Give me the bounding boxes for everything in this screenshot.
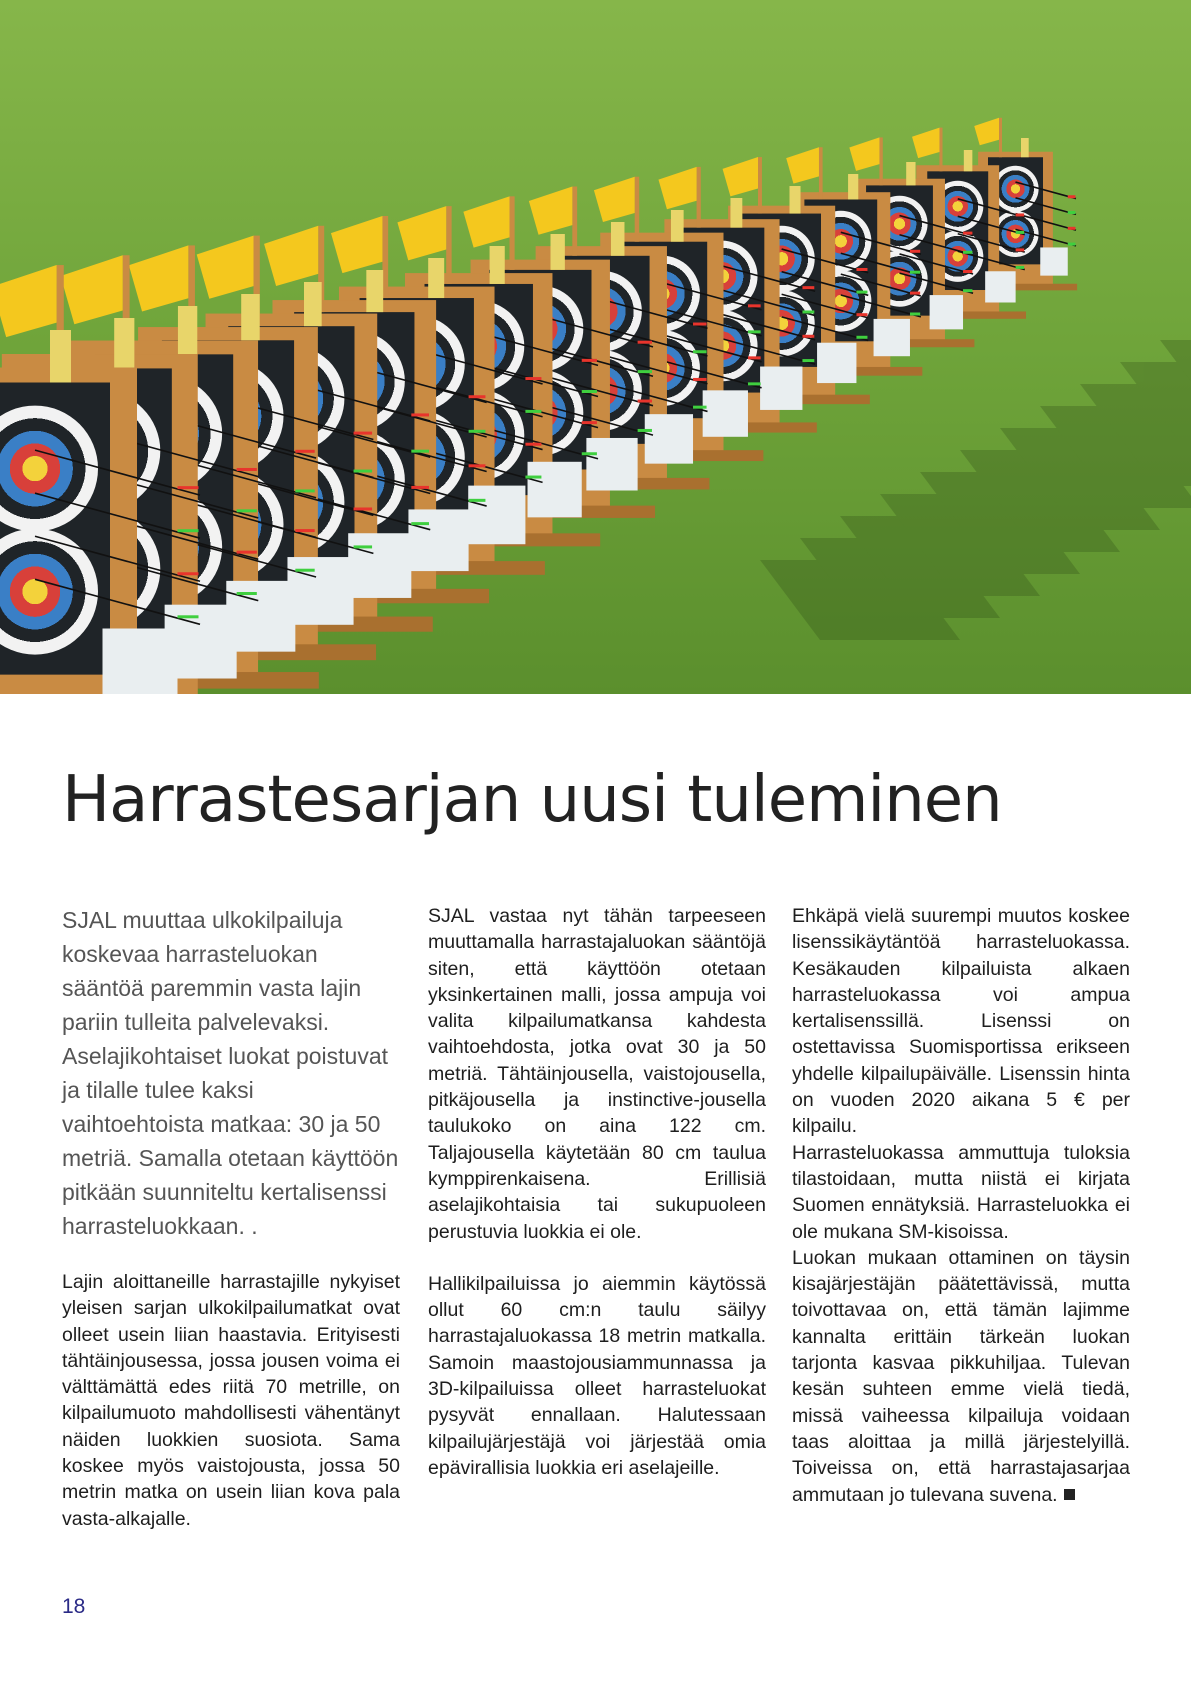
sponsor-banner (703, 390, 748, 436)
sponsor-banner (528, 462, 582, 518)
sponsor-banner (103, 629, 178, 695)
arrow-fletching (354, 507, 373, 510)
arrow-fletching (963, 270, 972, 273)
arrow-fletching (1016, 213, 1025, 216)
arrow-fletching (178, 572, 199, 575)
arrow-fletching (178, 529, 199, 532)
arrow-fletching (802, 286, 814, 289)
arrow-fletching (910, 250, 920, 253)
arrow-fletching (525, 377, 541, 380)
arrow-fletching (411, 522, 429, 525)
number-plate (490, 246, 505, 284)
arrow-fletching (237, 551, 257, 554)
final-text: Luokan mukaan ottaminen on täysin kisajärjestäjän päätettävissä, mutta toivottavaa on, että tämän lajimme kannalta erittäin tärkeän luokan tarjonta kasvaa pikkuhiljaa. Tulevan kesän suhteen emme vielä tiedä, missä vaiheessa kilpailuja voidaan taas aloittaa ja millä järjestelyillä. Toiveissa on, että harrastajasarjaa ammutaan jo tulevana suvena. (792, 1246, 1130, 1506)
body-paragraph: Ehkäpä vielä suurempi muutos koskee lisenssikäytäntöä harrasteluokassa. Kesäkauden kilpailuista alkaen harrasteluokassa voi ampua kertalisenssillä. Lisenssi on ostettavissa Suomisportissa erikseen yhdelle kilpailupäivälle. Lisenssin hinta on vuoden 2020 aikana 5 € per kilpailu. (792, 905, 1130, 1138)
arrow-fletching (1068, 211, 1076, 214)
body-paragraph: Lajin aloittaneille harrastajille nykyiset yleisen sarjan ulkokilpailumatkat ovat olleet usein liian haastavia. Erityisesti tähtäinjousessa, jossa jousen voima ei välttämättä edes riitä 70 metrille, on kilpailumuoto mahdollisesti vähentänyt näiden luokkien suosiota. Sama koskee myös vaistojousta, jossa 50 metrin matka on usein liian kova pala vasta-alkajalle. (62, 1271, 400, 1530)
arrow-fletching (1016, 266, 1025, 269)
number-plate (114, 318, 134, 368)
sponsor-banner (586, 438, 637, 491)
arrow-fletching (411, 450, 429, 453)
arrow-fletching (295, 489, 314, 492)
arrow-fletching (1068, 195, 1076, 198)
number-plate (241, 294, 260, 340)
number-plate (366, 270, 383, 312)
number-plate (906, 162, 915, 185)
arrow-fletching (638, 341, 652, 344)
arrow-fletching (802, 310, 814, 313)
top-edge (0, 0, 1191, 4)
arrow-fletching (295, 569, 314, 572)
arrow-fletching (354, 432, 373, 435)
arrow-fletching (525, 476, 541, 479)
flag-pole (999, 118, 1002, 157)
arrow-fletching (582, 359, 597, 362)
column-2 (428, 903, 766, 1481)
arrow-fletching (354, 545, 373, 548)
sponsor-banner (1040, 247, 1068, 275)
arrow-fletching (469, 430, 486, 433)
number-plate (848, 174, 858, 199)
column-1 (62, 903, 400, 1532)
flag-pole (819, 147, 823, 199)
arrow-fletching (178, 486, 199, 489)
arrow-fletching (748, 382, 761, 385)
number-plate (304, 282, 322, 326)
arrow-fletching (1016, 231, 1025, 234)
arrow-fletching (856, 268, 867, 271)
arrow-fletching (910, 312, 920, 315)
sponsor-banner (645, 414, 693, 463)
arrow-fletching (411, 486, 429, 489)
arrow-fletching (295, 529, 314, 532)
arrow-fletching (354, 470, 373, 473)
sponsor-banner (930, 295, 963, 329)
arrow-fletching (525, 410, 541, 413)
arrow-fletching (237, 592, 257, 595)
arrow-fletching (963, 289, 972, 292)
sponsor-banner (408, 509, 468, 571)
flag-pole (572, 187, 577, 256)
arrow-fletching (802, 335, 814, 338)
article-title: Harrastesarjan uusi tuleminen (62, 763, 1002, 837)
arrow-fletching (1068, 243, 1076, 246)
arrow-fletching (178, 615, 199, 618)
body-paragraph-final (792, 1245, 1130, 1508)
number-plate (428, 258, 444, 298)
number-plate (671, 210, 684, 242)
arrow-fletching (748, 304, 761, 307)
arrow-fletching (856, 291, 867, 294)
page-number: 18 (62, 1595, 86, 1618)
arrow-fletching (910, 271, 920, 274)
sponsor-banner (760, 367, 802, 410)
arrow-fletching (638, 400, 652, 403)
body-paragraph: Harrasteluokassa ammuttuja tuloksia tilastoidaan, mutta niistä ei kirjata Suomen ennätyksiä. Harrasteluokka ei ole mukana SM-kisoissa. (792, 1141, 1130, 1243)
arrow-fletching (802, 359, 814, 362)
arrow-fletching (693, 378, 707, 381)
arrow-fletching (748, 356, 761, 359)
arrow-fletching (963, 251, 972, 254)
flag-pole (879, 137, 882, 185)
lead-paragraph: SJAL muuttaa ulkokilpailuja koskevaa harrasteluokan sääntöä paremmin vasta lajin pariin tulleita palvelevaksi. Aselajikohtaiset luokat poistuvat ja tilalle tulee kaksi vaihtoehtoista matkaa: 30 ja 50 metriä. Samalla otetaan käyttöön pitkään suunniteltu kertalisenssi harrasteluokkaan. . (62, 907, 399, 1239)
hero-photo (0, 0, 1191, 694)
flag-pole (758, 157, 762, 214)
sponsor-banner (348, 533, 411, 598)
flag-pole (635, 177, 640, 242)
arrow-fletching (910, 292, 920, 295)
number-plate (730, 198, 742, 228)
arrow-fletching (237, 509, 257, 512)
arrow-fletching (469, 499, 486, 502)
flag-pole (697, 167, 701, 228)
arrow-fletching (411, 413, 429, 416)
flag-pole (446, 206, 451, 284)
number-plate (178, 306, 197, 354)
number-plate (964, 150, 973, 171)
arrow-fletching (638, 429, 652, 432)
sponsor-banner (287, 557, 353, 625)
body-paragraph: Hallikilpailuissa jo aiemmin käytössä ollut 60 cm:n taulu säilyy harrastajaluokassa 18 metrin matkalla. Samoin maastojousiammunnassa ja 3D-kilpailuissa olleet harrasteluokat pysyvät ennallaan. Halutessaan kilpailujärjestäjä voi järjestää omia epävirallisia luokkia eri aselajeille. (428, 1272, 766, 1479)
body-paragraph: SJAL vastaa nyt tähän tarpeeseen muuttamalla harrastajaluokan sääntöjä siten, että käyttöön otetaan yksinkertainen malli, jossa ampuja voi valita kilpailumatkansa kahdesta vaihtoehdosta, jotka ovat 30 ja 50 metriä. Tähtäinjousella, vaistojousella, pitkäjousella ja instinctive-jousella taulukoko on aina 122 cm. Taljajousella käytetään 80 cm taulua kymppirenkaisena. Erillisiä aselajikohtaisia tai sukupuoleen perustuvia luokkia ei ole. (428, 905, 766, 1243)
arrow-fletching (295, 450, 314, 453)
flag-pole (939, 128, 942, 172)
number-plate (551, 234, 565, 270)
sponsor-banner (817, 343, 856, 383)
arrow-fletching (469, 464, 486, 467)
target-face (992, 166, 1038, 212)
arrow-fletching (638, 370, 652, 373)
number-plate (50, 330, 71, 383)
number-plate (1021, 138, 1029, 157)
arrow-fletching (1068, 227, 1076, 230)
arrow-fletching (856, 336, 867, 339)
flag-pole (510, 196, 515, 270)
arrow-fletching (582, 452, 597, 455)
sponsor-banner (874, 319, 910, 356)
end-of-article-mark (1064, 1489, 1075, 1500)
sponsor-banner (985, 271, 1015, 302)
arrow-fletching (1016, 248, 1025, 251)
arrow-fletching (748, 330, 761, 333)
column-3 (792, 903, 1130, 1508)
flag-pole (382, 216, 388, 298)
arrow-fletching (693, 350, 707, 353)
arrow-fletching (469, 395, 486, 398)
number-plate (790, 186, 801, 214)
arrow-fletching (582, 390, 597, 393)
arrow-fletching (525, 443, 541, 446)
number-plate (611, 222, 625, 256)
arrow-fletching (237, 468, 257, 471)
arrow-fletching (693, 323, 707, 326)
sponsor-banner (468, 486, 525, 545)
arrow-fletching (582, 421, 597, 424)
arrow-fletching (963, 232, 972, 235)
arrow-fletching (856, 313, 867, 316)
arrow-fletching (693, 406, 707, 409)
